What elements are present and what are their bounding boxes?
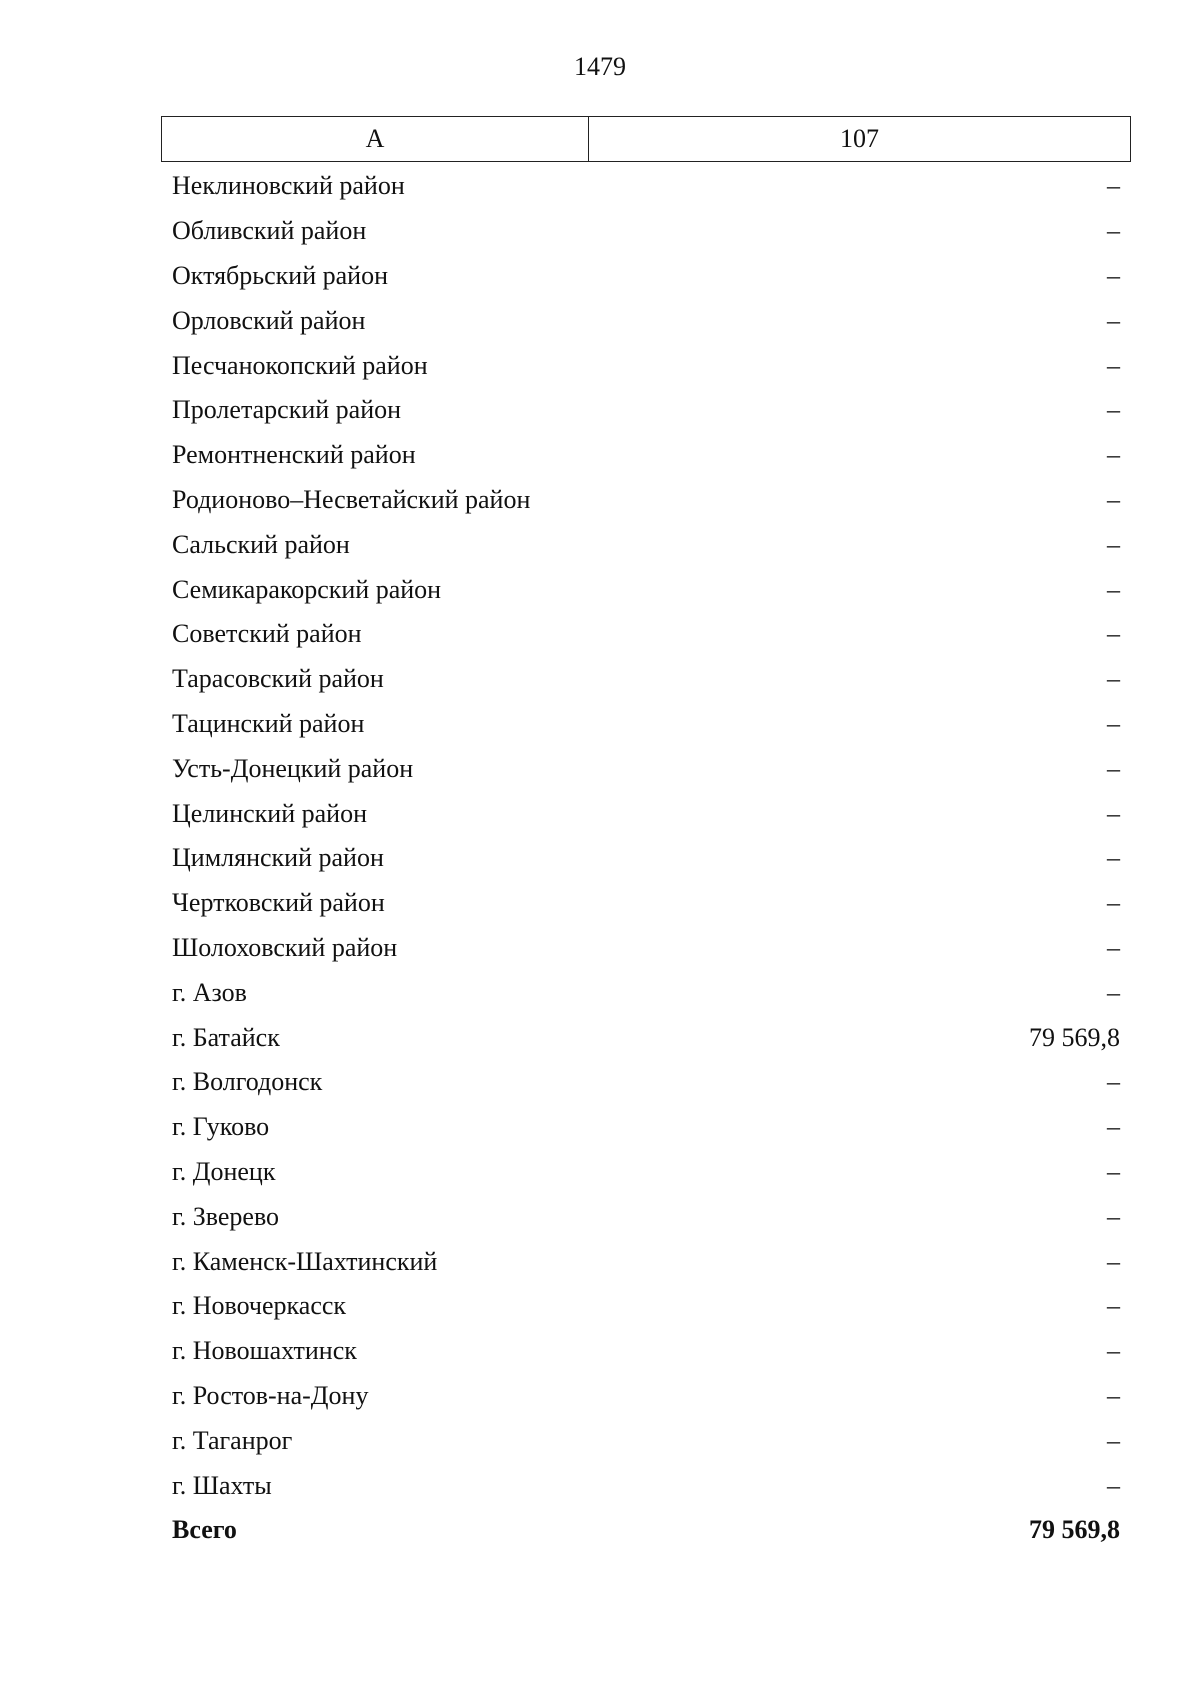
table-row — [161, 343, 1131, 388]
table-row — [161, 209, 1131, 254]
row-name: г. Гуково — [172, 1112, 270, 1142]
table-row — [161, 1239, 1131, 1284]
row-name: Тацинский район — [172, 708, 365, 738]
row-name: г. Каменск-Шахтинский — [172, 1246, 438, 1276]
table-row — [161, 1105, 1131, 1150]
row-value: – — [1107, 1470, 1120, 1500]
row-name: г. Ростов-на-Дону — [172, 1380, 369, 1410]
row-value: – — [1107, 484, 1120, 514]
row-value: – — [1107, 350, 1120, 380]
table-row — [161, 478, 1131, 523]
page-number: 1479 — [574, 52, 626, 81]
header-column-a: А — [162, 117, 589, 161]
table-row — [161, 567, 1131, 612]
row-value: – — [1107, 619, 1120, 649]
row-name: г. Донецк — [172, 1156, 276, 1186]
row-name: г. Новочеркасск — [172, 1291, 347, 1321]
table-row — [161, 164, 1131, 209]
row-value: – — [1107, 260, 1120, 290]
table-row — [161, 1463, 1131, 1508]
row-value: – — [1107, 1246, 1120, 1276]
table-row — [161, 1060, 1131, 1105]
row-value: – — [1107, 1425, 1120, 1455]
row-value: – — [1107, 888, 1120, 918]
row-name: г. Новошахтинск — [172, 1336, 357, 1366]
row-value: – — [1107, 843, 1120, 873]
table-row — [161, 970, 1131, 1015]
row-value: – — [1107, 305, 1120, 335]
row-name: Семикаракорский район — [172, 574, 442, 604]
row-value: – — [1107, 708, 1120, 738]
row-name: Неклиновский район — [172, 171, 405, 201]
row-name: Октябрьский район — [172, 260, 388, 290]
row-value: – — [1107, 977, 1120, 1007]
table-row — [161, 388, 1131, 433]
row-value: – — [1107, 1291, 1120, 1321]
row-value: – — [1107, 574, 1120, 604]
table-row — [161, 1329, 1131, 1374]
table-row — [161, 612, 1131, 657]
row-name: Цимлянский район — [172, 843, 384, 873]
row-name: г. Азов — [172, 977, 247, 1007]
table-row — [161, 926, 1131, 971]
header-column-107: 107 — [840, 124, 879, 153]
table-row — [161, 522, 1131, 567]
row-value: – — [1107, 1112, 1120, 1142]
table-row — [161, 433, 1131, 478]
row-name: Целинский район — [172, 798, 367, 828]
row-name: Обливский район — [172, 216, 367, 246]
row-value: – — [1107, 1380, 1120, 1410]
table-row — [161, 657, 1131, 702]
table-row — [161, 1374, 1131, 1419]
row-value: – — [1107, 798, 1120, 828]
row-value: – — [1107, 1336, 1120, 1366]
row-name: Родионово–Несветайский район — [172, 484, 531, 514]
total-row — [161, 1508, 1131, 1553]
row-value: 79 569,8 — [1029, 1022, 1120, 1052]
row-name: Тарасовский район — [172, 664, 384, 694]
row-value: – — [1107, 664, 1120, 694]
table-row — [161, 1284, 1131, 1329]
row-name: Советский район — [172, 619, 362, 649]
table-row — [161, 254, 1131, 299]
row-value: – — [1107, 395, 1120, 425]
row-name: Усть-Донецкий район — [172, 753, 414, 783]
row-name: г. Шахты — [172, 1470, 272, 1500]
row-name: Чертковский район — [172, 888, 385, 918]
total-value: 79 569,8 — [1029, 1515, 1120, 1545]
row-value: – — [1107, 1201, 1120, 1231]
table-row — [161, 881, 1131, 926]
table-row — [161, 791, 1131, 836]
table-row — [161, 1015, 1131, 1060]
table-row — [161, 1150, 1131, 1195]
total-label: Всего — [172, 1515, 237, 1545]
row-value: – — [1107, 753, 1120, 783]
row-name: Сальский район — [172, 529, 350, 559]
row-value: – — [1107, 932, 1120, 962]
table-body — [161, 164, 1131, 1553]
row-name: Пролетарский район — [172, 395, 402, 425]
row-name: Шолоховский район — [172, 932, 398, 962]
table-row — [161, 298, 1131, 343]
row-value: – — [1107, 529, 1120, 559]
row-value: – — [1107, 440, 1120, 470]
row-name: г. Батайск — [172, 1022, 280, 1052]
row-name: Песчанокопский район — [172, 350, 428, 380]
table-header — [161, 116, 1131, 162]
row-name: г. Зверево — [172, 1201, 280, 1231]
row-value: – — [1107, 216, 1120, 246]
row-value: – — [1107, 171, 1120, 201]
row-name: Орловский район — [172, 305, 366, 335]
table-row — [161, 836, 1131, 881]
row-value: – — [1107, 1156, 1120, 1186]
row-value: – — [1107, 1067, 1120, 1097]
row-name: Ремонтненский район — [172, 440, 416, 470]
table-row — [161, 746, 1131, 791]
table-row — [161, 1194, 1131, 1239]
row-name: г. Волгодонск — [172, 1067, 323, 1097]
table-row — [161, 702, 1131, 747]
table-row — [161, 1418, 1131, 1463]
row-name: г. Таганрог — [172, 1425, 293, 1455]
